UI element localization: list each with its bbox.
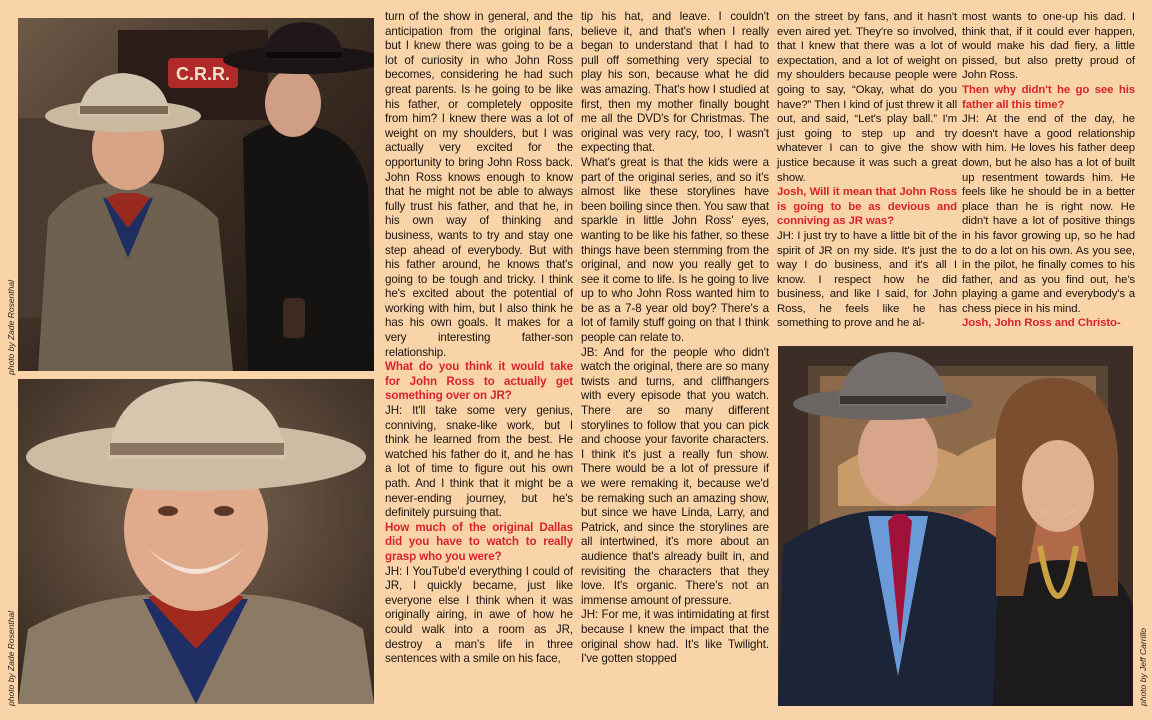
interview-question: Josh, John Ross and Christo- [962,317,1121,330]
text-column-1 [385,10,573,667]
body-paragraph: turn of the show in general, and the anticipation from the original fans, but I knew there was going to be a lot of curiosity in who John Ross becomes, considering he had such great parents. Is he going to be like his father, or completely opposite from him? I knew there was a lot of weight on my shoulders, but I was actually very excited for the opportunity to bring John Ross back. John Ross knows enough to know that he might not be able to always fully trust his father, and that he, in his own way of thinking and business, wants to try and stay one step ahead of everybody. But with his father around, he knows that's going to be tough and tricky. I think he's excited about the potential of working with him, but I also think he has his own goals. It makes for a very interesting father-son relationship. [385,10,573,359]
body-paragraph: JH: I YouTube'd everything I could of JR, I quickly became, just like everyone else I think when it was originally airing, in awe of how he could walk into a room as JR, destroy a man's life in three sentences with a smile on his face, [385,564,573,666]
body-paragraph: JH: At the end of the day, he doesn't have a good relationship with him. He loves his father deep down, but he also has a lot of built up resentment towards him. He feels like he should be in a better place than he is right now. He didn't have a lot of positive things in his favor growing up, so he had to do a lot on his own. As you see, in the pilot, he finally comes to his father, and as you find out, he's playing a game and everybody's a chess piece in his mind. [962,113,1135,315]
body-paragraph: JH: I just try to have a little bit of the spirit of JR on my side. It's just the way I do business, and it's all I know. I respect how he did business, and like I said, for John Ross, he feels like he has something to prove and he al- [777,229,957,330]
interview-question: Josh, Will it mean that John Ross is going to be as devious and conniving as JR was? [777,186,957,228]
background-sign: C.R.R. [176,64,230,84]
body-paragraph: JH: It'll take some very genius, conniving, snake-like work, but I think he learned from the best. He watched his father do it, and he has a lot of time to figure out his own path. And I think that it might be a never-ending journey, but he's definitely pursuing that. [385,404,573,520]
text-column-4 [962,10,1135,331]
body-paragraph: most wants to one-up his dad. I think that, if it could ever happen, would make his dad fiery, a little pissed, but also pretty proud of John Ross. [962,11,1135,82]
text-column-3 [777,10,957,331]
interview-question: Then why didn't he go see his father all this time? [962,83,1135,111]
body-paragraph: JB: And for the people who didn't watch the original, there are so many twists and turns, and cliffhangers with every episode that you watch. There are so many different storylines to follow that you can pick and choose your favorite characters. I think it's just a really fun show. There would be a lot of pressure if we were remaking it, because we'd be remaking such an amazing show, but since we have Linda, Larry, and Patrick, and since the storylines are all intertwined, it's more about an audience that's already built in, and revisiting the characters that they love. It's organic. There's not an immense amount of pressure. [581,345,769,607]
body-paragraph: tip his hat, and leave. I couldn't believe it, and that's when I really began to understand that I had to pull off something very special to play his son, because what he did was amazing. That's how I studied at first, then my mother finally bought me all the DVD's for Christmas. The original was very racy, too, I wasn't expecting that. [581,10,769,155]
photo-credit-2: photo by Zade Rosenthal [6,611,16,706]
photo-jr-closeup [18,379,374,704]
text-column-2 [581,10,769,667]
body-paragraph: JH: For me, it was intimidating at first because I knew the impact that the original show had. It's like Twilight. I've gotten stopped [581,608,769,666]
photo-jr-and-john-ross [18,18,374,371]
photo-larry-and-linda [778,346,1133,706]
photo-credit-3: photo by Jeff Carrillo [1138,628,1148,706]
body-paragraph: What's great is that the kids were a part of the original series, and so it's almost like these storylines have been boiling since then. You saw that sparkle in little John Ross' eyes, wanting to be like his father, so these things have been stemming from the original, and now you really get to see it come to life. Is he going to live up to who John Ross wanted him to be as a 7-8 year old boy? There's a lot of family stuff going on that I think people can relate to. [581,155,769,345]
interview-question: How much of the original Dallas did you have to watch to really grasp who you were? [385,520,573,563]
interview-question: What do you think it would take for John Ross to actually get something over on JR? [385,360,573,403]
body-paragraph: on the street by fans, and it hasn't even aired yet. They're so involved, that I knew that there was a lot of expectation, and a lot of weight on my shoulders because people were going to say, “Okay, what do you have?” Then I kind of just threw it all out, and said, “Let's play ball.” I'm just going to step up and try whatever I can to give the show justice because it was such a great show. [777,11,957,184]
photo-credit-1: photo by Zade Rosenthal [6,280,16,375]
